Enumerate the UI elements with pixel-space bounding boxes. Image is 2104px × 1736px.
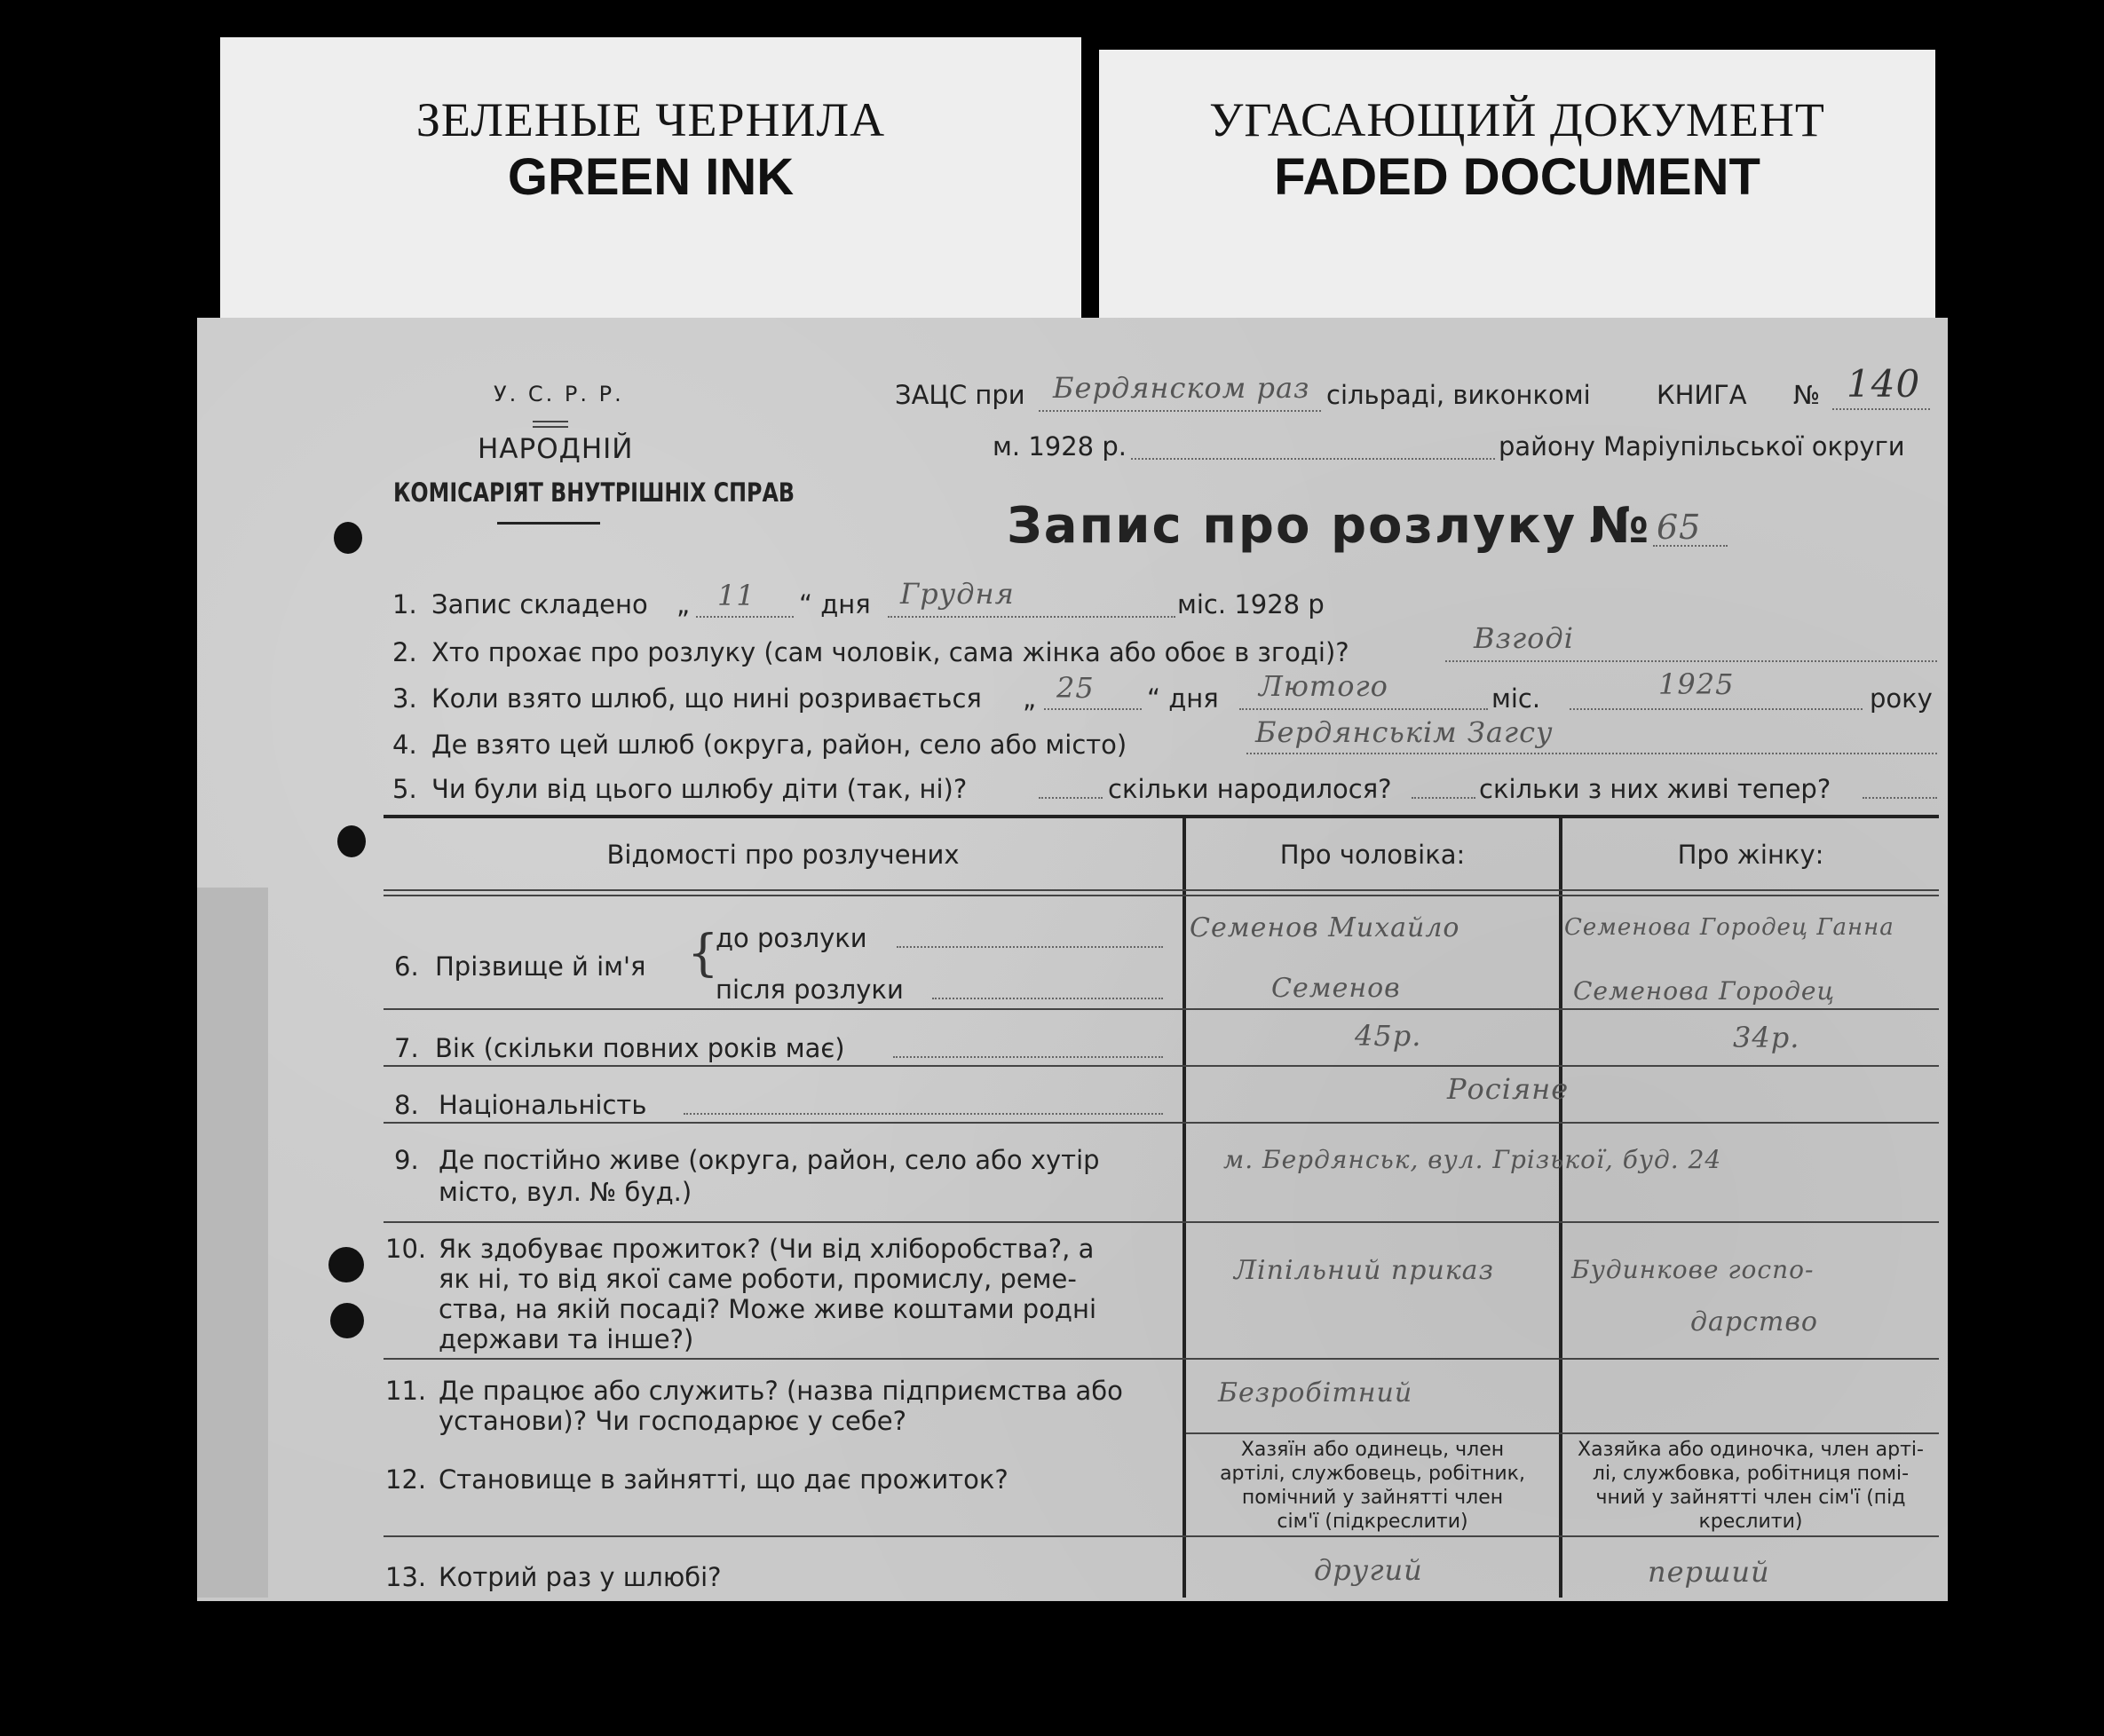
fill-line [684,1113,1163,1115]
zags-prefix: ЗАЦС при [895,380,1025,410]
faded-document-card [1099,50,1935,334]
field-5-num: 5. [392,774,417,804]
fill-line [1570,708,1863,710]
row-6-wife-after: Семенова Городец [1573,976,1836,1006]
field-1-tail: міс. 1928 р [1177,589,1325,619]
form-title: Запис про розлуку [1007,497,1578,555]
field-5-mid1: скільки народилося? [1108,774,1392,804]
field-3-num: 3. [392,683,417,714]
field-1-quote-close: “ дня [799,589,871,619]
row-8-both: Росіяне [1447,1072,1570,1106]
column-divider [1559,817,1562,1598]
row-6-wife-before: Семенова Городец Ганна [1564,914,1894,941]
row-10-num: 10. [385,1234,427,1264]
field-1-num: 1. [392,589,417,619]
row-9-label-line1: Де постійно живе (округа, район, село або хутір [439,1145,1100,1175]
table-rule [384,1122,1939,1124]
zags-handwritten: Бердянском раз [1053,371,1310,405]
row-9-both: м. Бердянськ, вул. Грізької, буд. 24 [1223,1145,1722,1174]
divider [533,426,568,428]
table-rule [384,1535,1939,1537]
row-7-num: 7. [394,1033,419,1063]
row-13-wife: перший [1648,1555,1770,1589]
row-13-husband: другий [1314,1553,1423,1587]
row-12-husband-note: Хазяїн або одинець, член артілі, службовець, робітник, помічний у зайнятті член сім'ї (підкреслити) [1220,1439,1525,1533]
table-top-rule [384,815,1939,818]
header-wife: Про жінку: [1677,840,1824,870]
field-5-mid2: скільки з них живі тепер? [1479,774,1831,804]
row-12-num: 12. [385,1464,427,1495]
torn-paper-edge [197,888,268,1598]
punch-hole [328,1247,364,1282]
book-number: 140 [1847,362,1921,406]
fill-line [932,998,1163,999]
field-3-quote-close: “ дня [1147,683,1219,714]
ussr-label: У. С. Р. Р. [494,382,624,406]
field-4-label: Де взято цей шлюб (округа, район, село або місто) [431,730,1127,760]
fill-line [893,1056,1163,1058]
table-rule [384,895,1939,896]
fill-line [1412,797,1475,799]
row-6-sub1: до розлуки [716,923,867,953]
row-10-label-line4: держави та інше?) [439,1324,694,1354]
field-2-num: 2. [392,637,417,667]
divider [533,421,568,422]
row-10-label-line2: як ні, то від якої саме роботи, промислу, реме- [439,1264,1077,1294]
title-no-label: № [1589,497,1649,555]
fill-line [1039,797,1103,799]
column-divider [1183,817,1186,1598]
book-no-label: № [1793,380,1821,410]
field-3-day: 25 [1056,671,1095,705]
row-10-wife-line2: дарство [1690,1306,1818,1338]
row-10-wife-line1: Будинкове госпо- [1571,1255,1815,1284]
row-7-label: Вік (скільки повних років має) [435,1033,845,1063]
field-1-day: 11 [717,579,755,612]
row-12-label: Становище в зайнятті, що дає прожиток? [439,1464,1008,1495]
divider [497,522,600,525]
header-details: Відомості про розлучених [606,840,960,870]
row-6-husband-before: Семенов Михайло [1190,912,1460,943]
punch-hole [334,522,362,554]
ministry-line1: НАРОДНІЙ [478,433,634,465]
table-rule [384,1358,1939,1360]
fill-line [1246,753,1937,754]
field-3-mid: міс. [1491,683,1541,714]
row-8-num: 8. [394,1090,419,1120]
fill-line [888,616,1175,618]
table-rule [384,1065,1939,1067]
row-9-num: 9. [394,1145,419,1175]
row-10-husband: Ліпільний приказ [1234,1255,1494,1286]
row-7-husband: 45р. [1355,1019,1422,1053]
row-13-num: 13. [385,1562,427,1592]
field-5-label: Чи були від цього шлюбу діти (так, ні)? [431,774,968,804]
fill-line [1239,708,1488,710]
field-2-value: Взгоді [1474,621,1574,655]
row-10-label-line3: ства, на якій посаді? Може живе коштами родні [439,1294,1097,1324]
district-suffix: району Маріупільської округи [1499,431,1905,462]
row-11-label-line1: Де працює або служить? (назва підприємства або [439,1376,1123,1406]
field-3-label: Коли взято шлюб, що нині розривається [431,683,982,714]
row-6-brace: { [687,925,719,982]
faded-document-ru: УГАСАЮЩИЙ ДОКУМЕНТ [1209,93,1825,146]
fill-line [1039,410,1321,412]
row-11-label-line2: установи)? Чи господарює у себе? [439,1406,906,1436]
field-1-quote-open: „ [676,589,691,619]
fill-line [1832,408,1930,410]
row-6-husband-after: Семенов [1271,973,1401,1004]
punch-hole [330,1303,364,1338]
green-ink-ru: ЗЕЛЕНЫЕ ЧЕРНИЛА [415,93,886,146]
title-number: 65 [1657,508,1702,547]
fill-line [1131,458,1495,460]
row-11-husband: Безробітний [1218,1377,1413,1409]
book-label: КНИГА [1657,380,1747,410]
city-prefix: м. 1928 р. [993,431,1127,462]
green-ink-card [220,37,1081,321]
row-13-label: Котрий раз у шлюбі? [439,1562,722,1592]
row-6-sub2: після розлуки [716,975,904,1005]
green-ink-en: GREEN INK [507,148,795,206]
table-rule [384,1008,1939,1010]
row-6-num: 6. [394,951,419,982]
table-rule [1186,1432,1939,1434]
fill-line [897,946,1163,948]
fill-line [696,616,794,618]
field-3-year: 1925 [1658,667,1735,701]
ministry-line2: КОМІСАРІЯТ ВНУТРІШНІХ СПРАВ [393,477,795,508]
row-12-wife-note: Хазяйка або одиночка, член арті- лі, службовка, робітниця помі- чний у зайнятті член сім'ї (під креслити) [1578,1439,1924,1533]
row-10-label-line1: Як здобуває прожиток? (Чи від хліборобства?, а [439,1234,1095,1264]
faded-document-en: FADED DOCUMENT [1274,148,1760,206]
row-8-label: Національність [439,1090,647,1120]
header-husband: Про чоловіка: [1279,840,1466,870]
row-7-wife: 34р. [1733,1021,1800,1054]
fill-line [1863,797,1937,799]
field-3-quote-open: „ [1023,683,1037,714]
row-11-num: 11. [385,1376,427,1406]
field-1-label: Запис складено [431,589,648,619]
fill-line [1044,708,1142,710]
zags-suffix: сільраді, виконкомі [1326,380,1591,410]
row-9-label-line2: місто, вул. № буд.) [439,1177,692,1207]
field-2-label: Хто прохає про розлуку (сам чоловік, сама жінка або обоє в згоді)? [431,637,1349,667]
table-rule [384,889,1939,891]
punch-hole [337,825,366,857]
field-4-value: Бердянськім Загсу [1255,715,1554,749]
field-4-num: 4. [392,730,417,760]
table-rule [384,1221,1939,1223]
fill-line [1445,660,1937,662]
field-3-month: Лютого [1259,669,1388,703]
field-3-tail: року [1870,683,1933,714]
field-1-month: Грудня [900,577,1015,611]
row-6-label: Прізвище й ім'я [435,951,646,982]
